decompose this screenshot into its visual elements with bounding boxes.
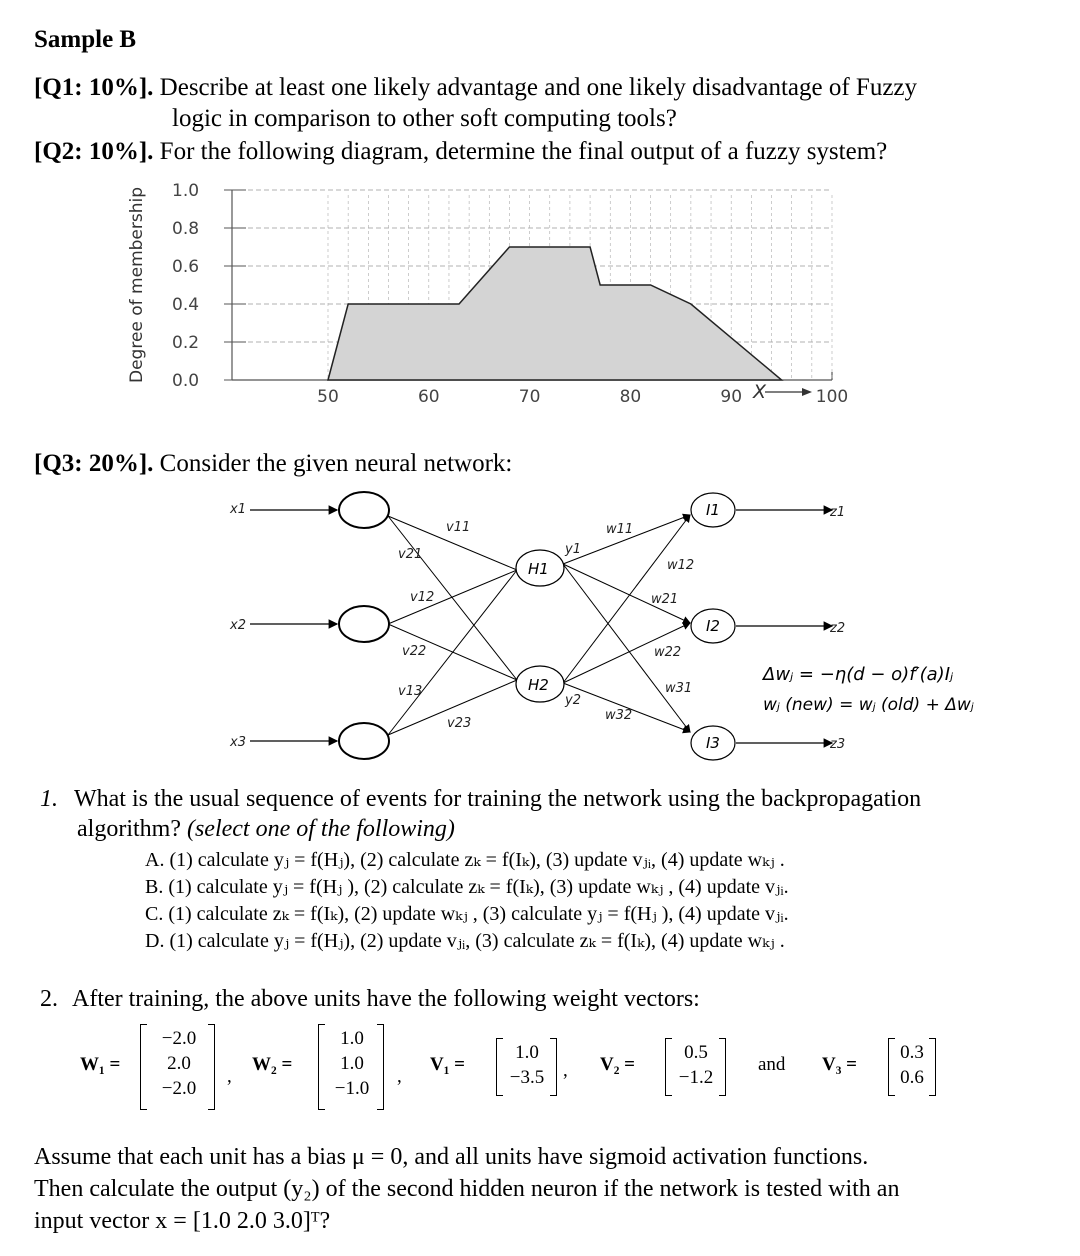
input-node-3 (339, 723, 389, 759)
y-tick-label: 0.0 (172, 371, 200, 391)
w2-label: W₂ = (252, 1054, 293, 1075)
separator-2: , (397, 1066, 402, 1087)
w2-val-1: 1.0 (340, 1028, 364, 1049)
hidden-label-1: H1 (528, 560, 549, 578)
part-2-text: After training, the above units have the following weight vectors: (72, 986, 700, 1012)
input-label-2: x2 (230, 618, 246, 633)
membership-area (328, 247, 782, 380)
w1-label: W₁ = (80, 1054, 121, 1075)
w1-bracket-left (140, 1024, 147, 1110)
v3-val-2: 0.6 (900, 1067, 924, 1088)
closing-paragraph (34, 1141, 899, 1237)
part-1-line2 (77, 816, 455, 843)
hidden-output-connections (563, 515, 693, 732)
output-value-label-3: z3 (830, 737, 846, 752)
separator-1: , (227, 1066, 232, 1087)
y-tick-label: 1.0 (172, 181, 200, 201)
q2-tag: [Q2: 10%]. (34, 138, 154, 165)
x-axis-label: X (753, 381, 767, 403)
v2-values (672, 1040, 720, 1090)
v1-values (503, 1040, 551, 1090)
q1-line2: logic in comparison to other soft computing tools? (172, 105, 677, 132)
weight-v13: v13 (398, 684, 423, 699)
neural-network-diagram (0, 480, 1080, 770)
option-d: D. (1) calculate yⱼ = f(Hⱼ), (2) update vⱼᵢ, (3) calculate zₖ = f(Iₖ), (4) update wₖⱼ . (145, 930, 785, 952)
question-1 (34, 74, 917, 102)
x-tick-label: 70 (518, 387, 541, 407)
weight-v21: v21 (398, 547, 423, 562)
w1-val-1: −2.0 (161, 1028, 197, 1049)
hidden-output-y1: y1 (565, 542, 581, 557)
w2-bracket-left (318, 1024, 325, 1110)
fuzzy-membership-chart (120, 175, 880, 425)
q1-tag: [Q1: 10%]. (34, 74, 154, 101)
part-1 (40, 786, 921, 813)
weight-v23: v23 (447, 716, 472, 731)
v2-bracket-right (719, 1038, 726, 1096)
v1-label: V₁ = (430, 1054, 465, 1075)
w1-val-3: −2.0 (161, 1078, 197, 1099)
q1-line1: Describe at least one likely advantage and one likely disadvantage of Fuzzy (159, 74, 918, 101)
x-axis-arrowhead (802, 388, 812, 396)
v2-label: V₂ = (600, 1054, 635, 1075)
input-label-1: x1 (230, 502, 246, 517)
w2-val-3: −1.0 (334, 1078, 370, 1099)
input-node-2 (339, 606, 389, 642)
question-3 (34, 450, 512, 478)
w1-val-2: 2.0 (167, 1053, 191, 1074)
part-1-line2-plain: algorithm? (77, 816, 181, 842)
closing-line-1: Assume that each unit has a bias μ = 0, and all units have sigmoid activation functions. (34, 1144, 869, 1170)
x-tick-labels (317, 387, 848, 407)
output-label-1: I1 (706, 501, 720, 519)
v1-bracket-right (550, 1038, 557, 1096)
v1-bracket-left (496, 1038, 503, 1096)
v2-val-2: −1.2 (678, 1067, 714, 1088)
hidden-output-y2: y2 (565, 693, 581, 708)
v2-bracket-left (665, 1038, 672, 1096)
input-node-1 (339, 492, 389, 528)
weight-w22: w22 (654, 645, 682, 660)
v1-val-1: 1.0 (515, 1042, 539, 1063)
y-tick-labels (172, 181, 199, 391)
q3-tag: [Q3: 20%]. (34, 450, 154, 477)
weight-v22: v22 (402, 644, 427, 659)
q2-text: For the following diagram, determine the final output of a fuzzy system? (159, 138, 888, 165)
w2-bracket-right (377, 1024, 384, 1110)
input-label-3: x3 (230, 735, 246, 750)
w2-values (326, 1026, 378, 1101)
v2-val-1: 0.5 (684, 1042, 708, 1063)
weight-w31: w31 (665, 681, 693, 696)
q3-text: Consider the given neural network: (159, 450, 513, 477)
closing-line-2: Then calculate the output (y₂) of the second hidden neuron if the network is tested with an (34, 1176, 900, 1202)
and-word: and (758, 1054, 786, 1075)
option-b: B. (1) calculate yⱼ = f(Hⱼ ), (2) calculate zₖ = f(Iₖ), (3) update wₖⱼ , (4) update vⱼᵢ. (145, 876, 789, 898)
part-2-number: 2. (40, 986, 58, 1012)
x-tick-label: 90 (720, 387, 743, 407)
delta-w-formula: Δwⱼ = −η(d − o)f′(a)Iⱼ (763, 664, 954, 685)
w2-val-2: 1.0 (340, 1053, 364, 1074)
weight-w32: w32 (605, 708, 633, 723)
hidden-label-2: H2 (528, 676, 549, 694)
y-tick-label: 0.8 (172, 219, 200, 239)
page-heading: Sample B (34, 26, 137, 53)
weight-w11: w11 (606, 522, 634, 537)
part-1-line2-italic: (select one of the following) (186, 816, 455, 842)
v1-val-2: −3.5 (509, 1067, 545, 1088)
y-tick-label: 0.4 (172, 295, 200, 315)
option-c: C. (1) calculate zₖ = f(Iₖ), (2) update wₖⱼ , (3) calculate yⱼ = f(Hⱼ ), (4) update vⱼᵢ. (145, 903, 789, 925)
v3-label: V₃ = (822, 1054, 857, 1075)
output-label-3: I3 (706, 734, 720, 752)
option-a: A. (1) calculate yⱼ = f(Hⱼ), (2) calculate zₖ = f(Iₖ), (3) update vⱼᵢ, (4) update wₖⱼ . (145, 849, 785, 871)
weight-w21: w21 (651, 592, 679, 607)
x-tick-label: 50 (317, 387, 339, 407)
y-tick-label: 0.2 (172, 333, 200, 353)
w1-bracket-right (208, 1024, 215, 1110)
x-tick-label: 100 (815, 387, 849, 407)
w1-values (148, 1026, 210, 1101)
option-list (145, 847, 789, 955)
output-value-label-2: z2 (830, 621, 846, 636)
weight-v12: v12 (410, 590, 435, 605)
v3-values (894, 1040, 930, 1090)
separator-3: , (563, 1060, 568, 1081)
question-2 (34, 138, 887, 166)
closing-line-3: input vector x = [1.0 2.0 3.0]ᵀ? (34, 1208, 331, 1234)
weight-update-formula: wⱼ (new) = wⱼ (old) + Δwⱼ (763, 695, 974, 715)
weight-matrices (0, 1020, 1080, 1115)
x-tick-label: 80 (619, 387, 642, 407)
part-2 (40, 986, 700, 1013)
v3-val-1: 0.3 (900, 1042, 924, 1063)
y-axis-label: Degree of membership (127, 186, 147, 384)
x-tick-label: 60 (417, 387, 440, 407)
output-value-label-1: z1 (830, 505, 846, 520)
weight-w12: w12 (667, 558, 695, 573)
part-1-number: 1. (40, 786, 58, 812)
part-1-line1: What is the usual sequence of events for training the network using the backpropagation (74, 786, 922, 812)
y-tick-label: 0.6 (172, 257, 200, 277)
weight-v11: v11 (446, 520, 471, 535)
v3-bracket-right (929, 1038, 936, 1096)
output-label-2: I2 (706, 617, 720, 635)
